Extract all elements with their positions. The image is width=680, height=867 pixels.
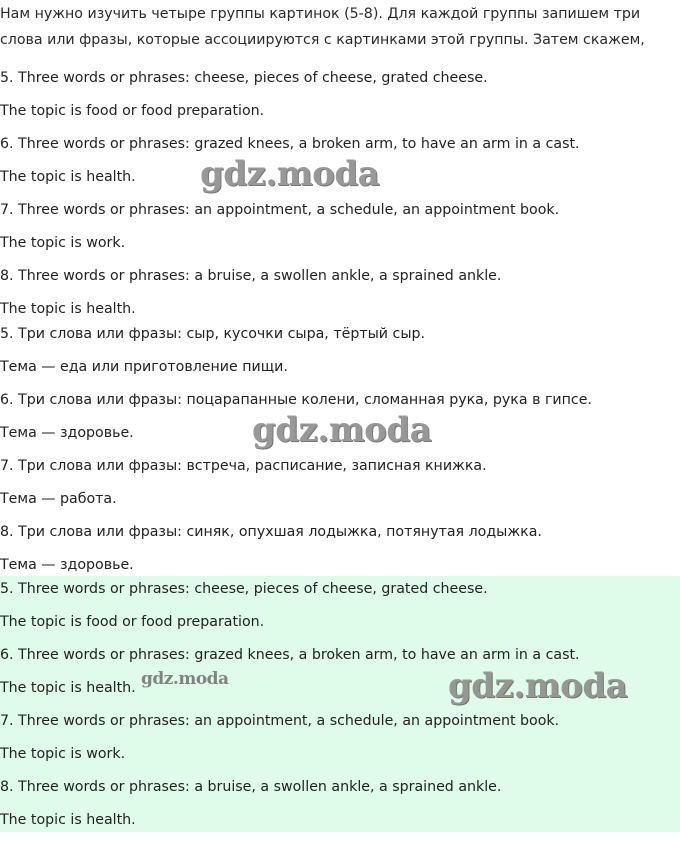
answer-line: 5. Три слова или фразы: сыр, кусочки сыра, тёртый сыр.	[0, 326, 426, 342]
answer-line: Тема — работа.	[0, 491, 117, 507]
answer-line: Тема — еда или приготовление пищи.	[0, 359, 288, 375]
answer-line: The topic is health.	[0, 680, 136, 696]
answer-line: 5. Three words or phrases: cheese, pieces of cheese, grated cheese.	[0, 581, 488, 597]
answer-line: The topic is work.	[0, 235, 126, 251]
intro-line-2: слова или фразы, которые ассоциируются с картинками этой группы. Затем скажем,	[0, 32, 645, 48]
answer-line: 8. Три слова или фразы: синяк, опухшая лодыжка, потянутая лодыжка.	[0, 524, 542, 540]
watermark-logo: gdz.moda	[448, 666, 628, 706]
answer-line: The topic is health.	[0, 812, 136, 828]
answer-line: 5. Three words or phrases: cheese, pieces of cheese, grated cheese.	[0, 70, 488, 86]
answer-line: The topic is work.	[0, 746, 126, 762]
answer-line: 7. Three words or phrases: an appointment, a schedule, an appointment book.	[0, 202, 560, 218]
answer-line: 8. Three words or phrases: a bruise, a swollen ankle, a sprained ankle.	[0, 779, 502, 795]
answer-line: The topic is health.	[0, 301, 136, 317]
watermark-logo: gdz.moda	[200, 154, 380, 194]
answer-line: Тема — здоровье.	[0, 425, 134, 441]
intro-line-1: Нам нужно изучить четыре группы картинок (5-8). Для каждой группы запишем три	[0, 6, 641, 22]
answer-line: 6. Три слова или фразы: поцарапанные колени, сломанная рука, рука в гипсе.	[0, 392, 592, 408]
answer-line: 7. Три слова или фразы: встреча, расписание, записная книжка.	[0, 458, 487, 474]
watermark-logo: gdz.moda	[252, 410, 432, 450]
answer-line: 7. Three words or phrases: an appointment, a schedule, an appointment book.	[0, 713, 560, 729]
intro-paragraph	[0, 0, 680, 62]
answer-line: 6. Three words or phrases: grazed knees, a broken arm, to have an arm in a cast.	[0, 136, 580, 152]
answer-line: 8. Three words or phrases: a bruise, a swollen ankle, a sprained ankle.	[0, 268, 502, 284]
watermark-logo: gdz.moda	[141, 669, 229, 689]
answer-line: Тема — здоровье.	[0, 557, 134, 573]
answer-line: 6. Three words or phrases: grazed knees, a broken arm, to have an arm in a cast.	[0, 647, 580, 663]
answer-line: The topic is food or food preparation.	[0, 614, 265, 630]
answer-line: The topic is food or food preparation.	[0, 103, 265, 119]
answer-line: The topic is health.	[0, 169, 136, 185]
